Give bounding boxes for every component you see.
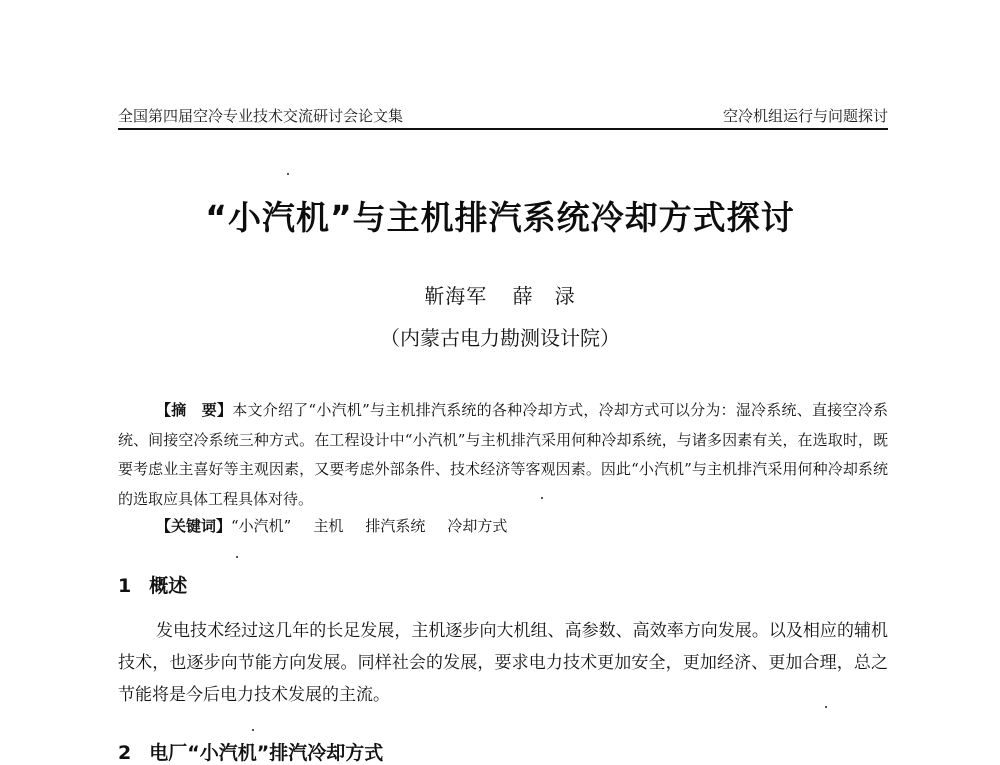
abstract-text: 本文介绍了“小汽机”与主机排汽系统的各种冷却方式，冷却方式可以分为：湿冷系统、直接空冷系统、间接空冷系统三种方式。在工程设计中“小汽机”与主机排汽采用何种冷却系统，与诸多因素有关，在选取时，既要考虑业主喜好等主观因素，又要考虑外部条件、技术经济等客观因素。因此“小汽机”与主机排汽采用何种冷却系统的选取应具体工程具体对待。 bbox=[118, 401, 888, 508]
scan-speck bbox=[252, 729, 254, 731]
scan-speck bbox=[541, 497, 543, 499]
paper-title: “小汽机”与主机排汽系统冷却方式探讨 bbox=[205, 198, 795, 237]
keywords-label: 【关键词】 bbox=[156, 517, 232, 535]
author-name: 薛 渌 bbox=[512, 284, 576, 308]
section-heading bbox=[118, 571, 187, 598]
keyword: 主机 bbox=[313, 517, 344, 535]
keyword: 冷却方式 bbox=[447, 517, 508, 535]
section-number: 1 bbox=[118, 575, 132, 597]
section-title: 概述 bbox=[149, 575, 188, 597]
header-section-title: 空冷机组运行与问题探讨 bbox=[722, 107, 888, 125]
section-title: 电厂“小汽机”排汽冷却方式 bbox=[149, 742, 384, 764]
author-name: 靳海军 bbox=[424, 284, 488, 308]
author-list bbox=[0, 280, 1000, 309]
scan-speck bbox=[825, 706, 827, 708]
keyword: 排汽系统 bbox=[365, 517, 426, 535]
header-rule bbox=[118, 128, 888, 130]
header-proceedings-title: 全国第四届空冷专业技术交流研讨会论文集 bbox=[118, 107, 404, 125]
author-affiliation: （内蒙古电力勘测设计院） bbox=[380, 326, 620, 350]
running-header bbox=[118, 100, 888, 126]
section-number: 2 bbox=[118, 742, 132, 764]
scan-speck bbox=[287, 173, 289, 175]
section-heading bbox=[118, 738, 383, 765]
keyword: “小汽机” bbox=[231, 517, 292, 535]
abstract-label: 【摘 要】 bbox=[156, 401, 233, 419]
abstract bbox=[118, 396, 888, 514]
keywords bbox=[156, 514, 888, 538]
scan-speck bbox=[236, 556, 238, 558]
section-body: 发电技术经过这几年的长足发展，主机逐步向大机组、高参数、高效率方向发展。以及相应的辅机技术，也逐步向节能方向发展。同样社会的发展，要求电力技术更加安全，更加经济、更加合理，总之节能将是今后电力技术发展的主流。 bbox=[118, 621, 888, 705]
